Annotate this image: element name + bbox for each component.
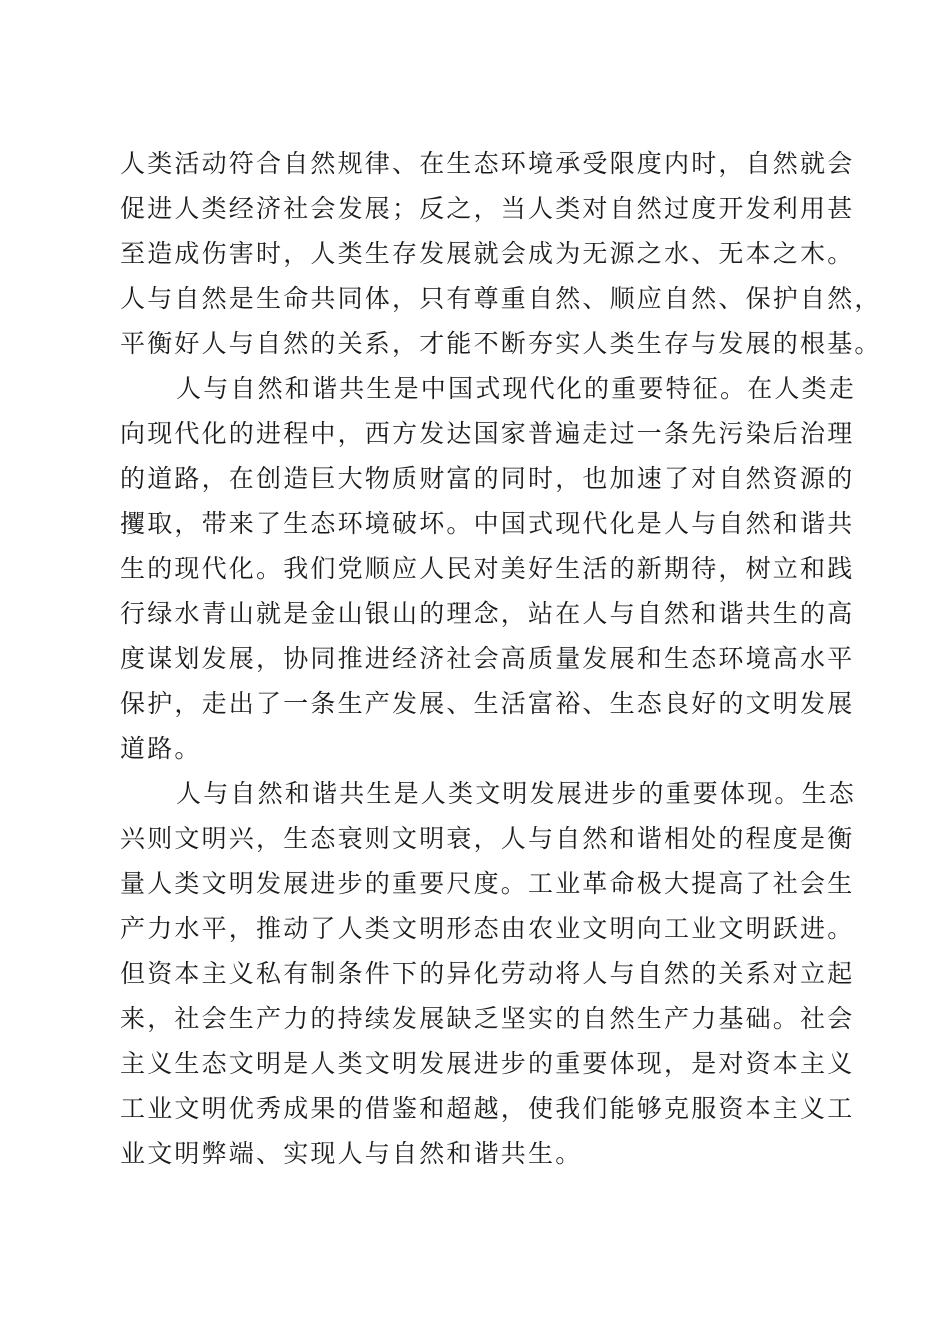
text-line: 生的现代化。我们党顺应人民对美好生活的新期待，树立和践 <box>120 554 855 583</box>
text-line: 促进人类经济社会发展；反之，当人类对自然过度开发利用甚 <box>120 194 855 223</box>
text-line: 来，社会生产力的持续发展缺乏坚实的自然生产力基础。社会 <box>120 1004 855 1033</box>
text-line: 主义生态文明是人类文明发展进步的重要体现，是对资本主义 <box>120 1049 855 1078</box>
text-line: 但资本主义私有制条件下的异化劳动将人与自然的关系对立起 <box>120 959 855 988</box>
paragraph-1 <box>120 141 882 366</box>
document-body <box>120 141 882 1176</box>
text-line: 人与自然是生命共同体，只有尊重自然、顺应自然、保护自然， <box>120 284 882 313</box>
text-line: 人类活动符合自然规律、在生态环境承受限度内时，自然就会 <box>120 149 855 178</box>
paragraph-3 <box>120 771 857 1176</box>
text-line: 业文明弊端、实现人与自然和谐共生。 <box>120 1139 583 1168</box>
text-line: 度谋划发展，协同推进经济社会高质量发展和生态环境高水平 <box>120 644 855 673</box>
text-line: 人与自然和谐共生是人类文明发展进步的重要体现。生态 <box>176 779 857 808</box>
text-line: 兴则文明兴，生态衰则文明衰，人与自然和谐相处的程度是衡 <box>120 824 855 853</box>
text-line: 向现代化的进程中，西方发达国家普遍走过一条先污染后治理 <box>120 419 855 448</box>
text-line: 人与自然和谐共生是中国式现代化的重要特征。在人类走 <box>176 374 857 403</box>
text-line: 保护，走出了一条生产发展、生活富裕、生态良好的文明发展 <box>120 689 855 718</box>
text-line: 工业文明优秀成果的借鉴和超越，使我们能够克服资本主义工 <box>120 1094 855 1123</box>
text-line: 道路。 <box>120 734 202 763</box>
paragraph-2 <box>120 366 857 771</box>
text-line: 行绿水青山就是金山银山的理念，站在人与自然和谐共生的高 <box>120 599 855 628</box>
text-line: 量人类文明发展进步的重要尺度。工业革命极大提高了社会生 <box>120 869 855 898</box>
text-line: 平衡好人与自然的关系，才能不断夯实人类生存与发展的根基。 <box>120 329 882 358</box>
text-line: 的道路，在创造巨大物质财富的同时，也加速了对自然资源的 <box>120 464 855 493</box>
text-line: 产力水平，推动了人类文明形态由农业文明向工业文明跃进。 <box>120 914 855 943</box>
text-line: 至造成伤害时，人类生存发展就会成为无源之水、无本之木。 <box>120 239 855 268</box>
text-line: 攫取，带来了生态环境破坏。中国式现代化是人与自然和谐共 <box>120 509 855 538</box>
